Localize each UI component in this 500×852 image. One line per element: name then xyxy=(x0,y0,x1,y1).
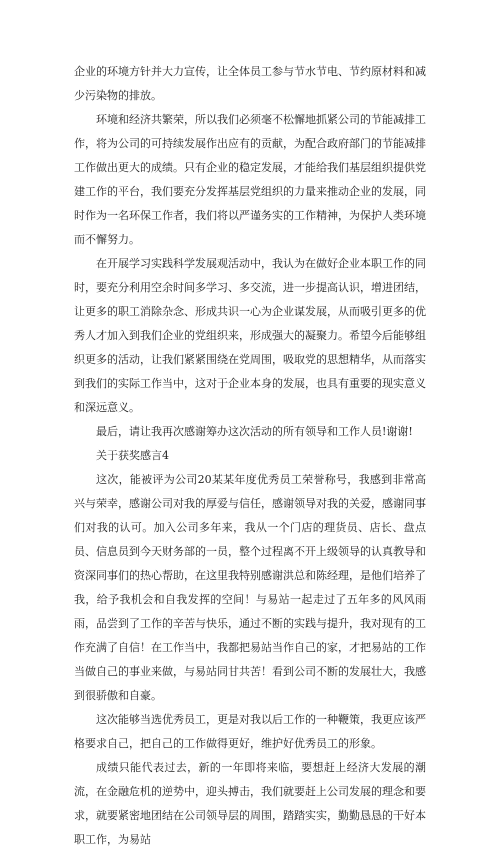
paragraph-1: 企业的环境方针并大力宣传，让全体员工参与节水节电、节约原材料和减少污染物的排放。 xyxy=(74,65,426,102)
paragraph-3: 在开展学习实践科学发展观活动中，我认为在做好企业本职工作的同时，要充分利用空余时间多学习、多交流，进一步提高认识，增进团结，让更多的职工消除杂念、形成共识一心为企业谋发展，从而吸引更多的优秀人才加入到我们企业的党组织来，形成强大的凝聚力。希望今后能够组织更多的活动，让我们紧紧围绕在党周围，吸取党的思想精华，从而落实到我们的实际工作当中，这对于企业本身的发展，也具有重要的现实意义和深远意义。 xyxy=(74,257,426,414)
paragraph-5: 这次，能被评为公司20某某年度优秀员工荣誉称号，我感到非常高兴与荣幸，感谢公司对我的厚爱与信任，感谢领导对我的关爱，感谢同事们对我的认可。加入公司多年来，我从一个门店的理货员、店长、盘点员、信息员到今天财务部的一员，整个过程离不开上级领导的认真教导和资深同事们的热心帮助，在这里我特别感谢洪总和陈经理，是他们培养了我，给予我机会和自我发挥的空间！与易站一起走过了五年多的风风雨雨，品尝到了工作的辛苦与快乐，通过不断的实践与提升，我对现有的工作充满了自信！在工作当中，我都把易站当作自己的家，才把易站的工作当做自己的事业来做，与易站同甘共苦！看到公司不断的发展壮大，我感到很骄傲和自豪。 xyxy=(74,473,426,702)
section-heading: 关于获奖感言4 xyxy=(96,449,169,462)
document-body xyxy=(74,60,426,852)
paragraph-6: 这次能够当选优秀员工，更是对我以后工作的一种鞭策，我更应该严格要求自己，把自己的工作做得更好，维护好优秀员工的形象。 xyxy=(74,713,426,750)
paragraph-2: 环境和经济共繁荣，所以我们必须毫不松懈地抓紧公司的节能减排工作，将为公司的可持续发展作出应有的贡献，为配合政府部门的节能减排工作做出更大的成绩。只有企业的稳定发展，才能给我们基层组织提供党建工作的平台，我们要充分发挥基层党组织的力量来推动企业的发展，同时作为一名环保工作者，我们将以严谨务实的工作精神，为保护人类环境而不懈努力。 xyxy=(74,113,426,246)
paragraph-4: 最后，请让我再次感谢筹办这次活动的所有领导和工作人员!谢谢! xyxy=(96,425,413,438)
paragraph-7: 成绩只能代表过去，新的一年即将来临，要想赶上经济大发展的潮流，在金融危机的逆势中，迎头搏击，我们就要赶上公司发展的理念和要求，就要紧密地团结在公司领导层的周围，踏踏实实，勤勤恳恳的干好本职工作，为易站 xyxy=(74,761,426,846)
